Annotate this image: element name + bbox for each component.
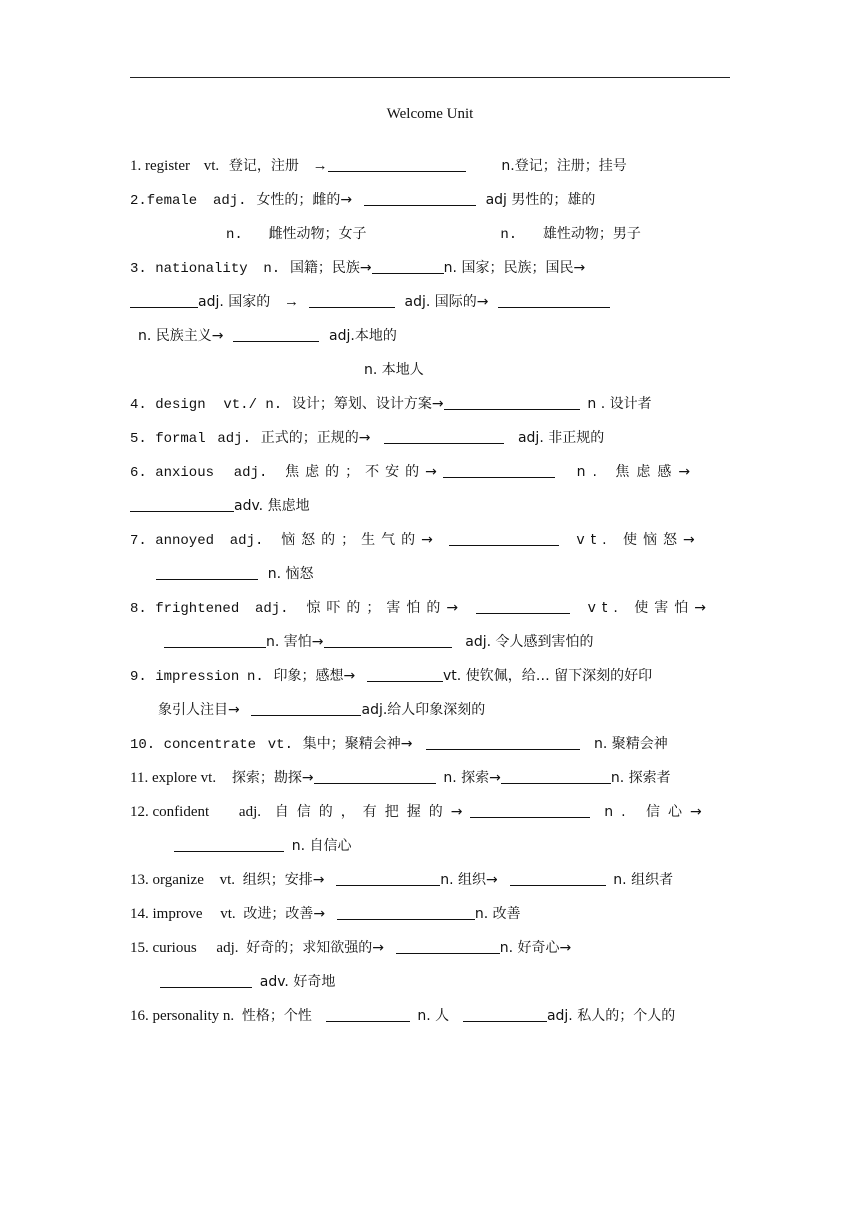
answer-blank[interactable] [501, 768, 611, 784]
entry-head: 9. impression [130, 669, 240, 685]
answer-blank[interactable] [130, 292, 198, 308]
page-title: Welcome Unit [386, 106, 474, 122]
entry-noun: n. 焦虑感→ [576, 464, 698, 480]
entry-12 [130, 801, 730, 823]
entry-noun: n. 探索→ [443, 770, 501, 786]
entry-3 [130, 257, 730, 279]
entry-noun: n. 恼怒 [267, 566, 314, 582]
entry-head: 5. formal [130, 431, 206, 447]
entry-meaning: 正式的；正规的→ [260, 430, 371, 446]
entry-verb: vt. 使害怕→ [587, 600, 712, 616]
entry-6-cont [130, 495, 730, 517]
entry-meaning: 探索；勘探→ [231, 770, 314, 786]
arrow: → [284, 294, 300, 310]
entry-9-cont [130, 699, 730, 721]
entry-pos: n. [246, 669, 264, 685]
entry-adj: adj. 国家的 [198, 294, 271, 310]
entry-pos: adj. [216, 940, 239, 956]
noun-meaning: 雄性动物；男子 [542, 226, 641, 242]
entry-adj: adj. 国际的→ [404, 294, 489, 310]
entry-pos: vt./ n. [223, 397, 283, 413]
entry-meaning: 设计；筹划、设计方案→ [291, 396, 444, 412]
entry-noun: n. 改善 [474, 906, 521, 922]
entry-adj: adj. 私人的；个人的 [546, 1008, 676, 1024]
entry-head: 8. frightened [130, 601, 240, 617]
entry-14 [130, 903, 730, 925]
entry-adj: adj.本地的 [329, 328, 397, 344]
answer-blank[interactable] [498, 292, 610, 308]
entry-meaning: 惊吓的；害怕的→ [306, 600, 465, 616]
entry-pos: vt. [220, 906, 236, 922]
answer-blank[interactable] [324, 632, 452, 648]
entry-pos: adj. [233, 465, 268, 481]
entry-16 [130, 1005, 730, 1027]
entry-pos: adj. [229, 533, 264, 549]
entry-head: 10. concentrate [130, 737, 257, 753]
answer-blank[interactable] [130, 496, 234, 512]
entry-meaning: 组织；安排→ [242, 872, 325, 888]
answer-blank[interactable] [396, 938, 500, 954]
answer-blank[interactable] [426, 734, 580, 750]
entry-noun: n. 探索者 [610, 770, 671, 786]
entry-tail: adj. 非正规的 [517, 430, 605, 446]
answer-blank[interactable] [372, 258, 444, 274]
entry-9 [130, 665, 730, 687]
entry-noun: n. 国家；民族；国民→ [443, 260, 586, 276]
entry-verb: vt. 使恼怒→ [576, 532, 701, 548]
entry-pos: vt. [203, 158, 220, 174]
entry-noun: n. 好奇心→ [499, 940, 572, 956]
answer-blank[interactable] [314, 768, 436, 784]
entry-head: 6. anxious [130, 465, 215, 481]
answer-blank[interactable] [364, 190, 476, 206]
entry-cont: 象引人注目→ [158, 702, 240, 718]
entry-pos: vt. [200, 770, 217, 786]
entry-adj: adj 男性的；雄的 [485, 192, 596, 208]
top-rule [130, 77, 730, 78]
entry-meaning: 恼怒的；生气的→ [281, 532, 439, 548]
answer-blank[interactable] [326, 1006, 410, 1022]
entry-noun: n.登记；注册；挂号 [501, 158, 627, 174]
entry-pos: vt. [267, 737, 293, 753]
entry-head: 11. explore [130, 770, 197, 786]
entry-5 [130, 427, 730, 449]
entry-tail: n . 设计者 [587, 396, 652, 412]
answer-blank[interactable] [233, 326, 319, 342]
entry-7 [130, 529, 730, 551]
noun-label: n. [500, 227, 518, 243]
entry-meaning: 焦虑的；不安的→ [285, 464, 443, 480]
entry-15 [130, 937, 730, 959]
entry-1 [130, 155, 730, 177]
entry-head: 1. register [130, 158, 190, 174]
answer-blank[interactable] [476, 598, 570, 614]
answer-blank[interactable] [470, 802, 590, 818]
entry-meaning: 改进；改善→ [243, 906, 326, 922]
entry-pos: vt. [219, 872, 236, 888]
entry-2 [130, 189, 730, 211]
entry-adj: adj. 令人感到害怕的 [465, 634, 594, 650]
entry-meaning: 自信的，有把握的→ [274, 804, 471, 820]
entry-noun: n. 民族主义→ [138, 328, 224, 344]
entry-meaning: 性格；个性 [241, 1008, 312, 1024]
entry-8-cont [130, 631, 730, 653]
entry-head: 2.female [130, 193, 198, 209]
entry-head: 3. nationality [130, 261, 248, 277]
noun-meaning: 雌性动物；女子 [268, 226, 367, 242]
entry-11 [130, 767, 730, 789]
entry-head: 14. improve [130, 906, 203, 922]
entry-6 [130, 461, 730, 483]
entry-adv: adv. 好奇地 [259, 974, 336, 990]
entry-pos: n. [263, 261, 281, 277]
answer-blank[interactable] [309, 292, 395, 308]
entry-meaning: 女性的；雌的→ [256, 192, 353, 208]
entry-4 [130, 393, 730, 415]
entry-noun: n. 聚精会神 [593, 736, 668, 752]
entry-pos: adj. [254, 601, 289, 617]
answer-blank[interactable] [336, 870, 440, 886]
entry-meaning: 好奇的；求知欲强的→ [246, 940, 384, 956]
entry-noun: n. 组织者 [613, 872, 674, 888]
entry-head: 16. personality [130, 1008, 220, 1024]
entry-noun: n. 害怕→ [266, 634, 324, 650]
entry-13 [130, 869, 730, 891]
entry-noun: n. 本地人 [364, 362, 424, 378]
entry-meaning: 登记，注册 [228, 158, 299, 174]
entry-adj: adj.给人印象深刻的 [361, 702, 486, 718]
noun-label: n. [226, 227, 243, 243]
entry-10 [130, 733, 730, 755]
entry-head: 15. curious [130, 940, 197, 956]
entry-2-cont [130, 223, 730, 245]
answer-blank[interactable] [174, 836, 284, 852]
answer-blank[interactable] [449, 530, 559, 546]
entry-15-cont [130, 971, 730, 993]
arrow: → [312, 158, 328, 174]
entry-8 [130, 597, 730, 619]
answer-blank[interactable] [328, 156, 466, 172]
entry-noun: n. 信心→ [604, 804, 710, 820]
entry-pos: adj. [217, 431, 251, 447]
entry-meaning: 集中；聚精会神→ [302, 736, 413, 752]
entry-noun: n. 自信心 [291, 838, 352, 854]
entry-7-cont [130, 563, 730, 585]
answer-blank[interactable] [337, 904, 475, 920]
entry-pos: adj. [212, 193, 247, 209]
answer-blank[interactable] [444, 394, 580, 410]
answer-blank[interactable] [384, 428, 504, 444]
entry-noun: n. 组织→ [440, 872, 498, 888]
entry-meaning: 国籍；民族→ [289, 260, 372, 276]
entry-head: 4. design [130, 397, 206, 413]
entry-noun: n. 人 [417, 1008, 450, 1024]
entry-meaning: 印象；感想→ [273, 668, 356, 684]
entry-head: 13. organize [130, 872, 204, 888]
answer-blank[interactable] [510, 870, 606, 886]
entry-3-cont [130, 291, 730, 313]
answer-blank[interactable] [156, 564, 258, 580]
answer-blank[interactable] [367, 666, 443, 682]
entry-3-cont3 [130, 359, 730, 381]
entry-pos: n. [222, 1008, 235, 1024]
entry-head: 12. confident [130, 804, 210, 820]
entry-3-cont2 [130, 325, 730, 347]
entry-12-cont [130, 835, 730, 857]
entry-verb: vt. 使钦佩，给… 留下深刻的好印 [443, 668, 653, 684]
answer-blank[interactable] [443, 462, 555, 478]
answer-blank[interactable] [251, 700, 361, 716]
answer-blank[interactable] [164, 632, 266, 648]
entry-adv: adv. 焦虑地 [234, 498, 310, 514]
entry-head: 7. annoyed [130, 533, 215, 549]
entry-pos: adj. [238, 804, 261, 820]
answer-blank[interactable] [463, 1006, 547, 1022]
answer-blank[interactable] [160, 972, 252, 988]
